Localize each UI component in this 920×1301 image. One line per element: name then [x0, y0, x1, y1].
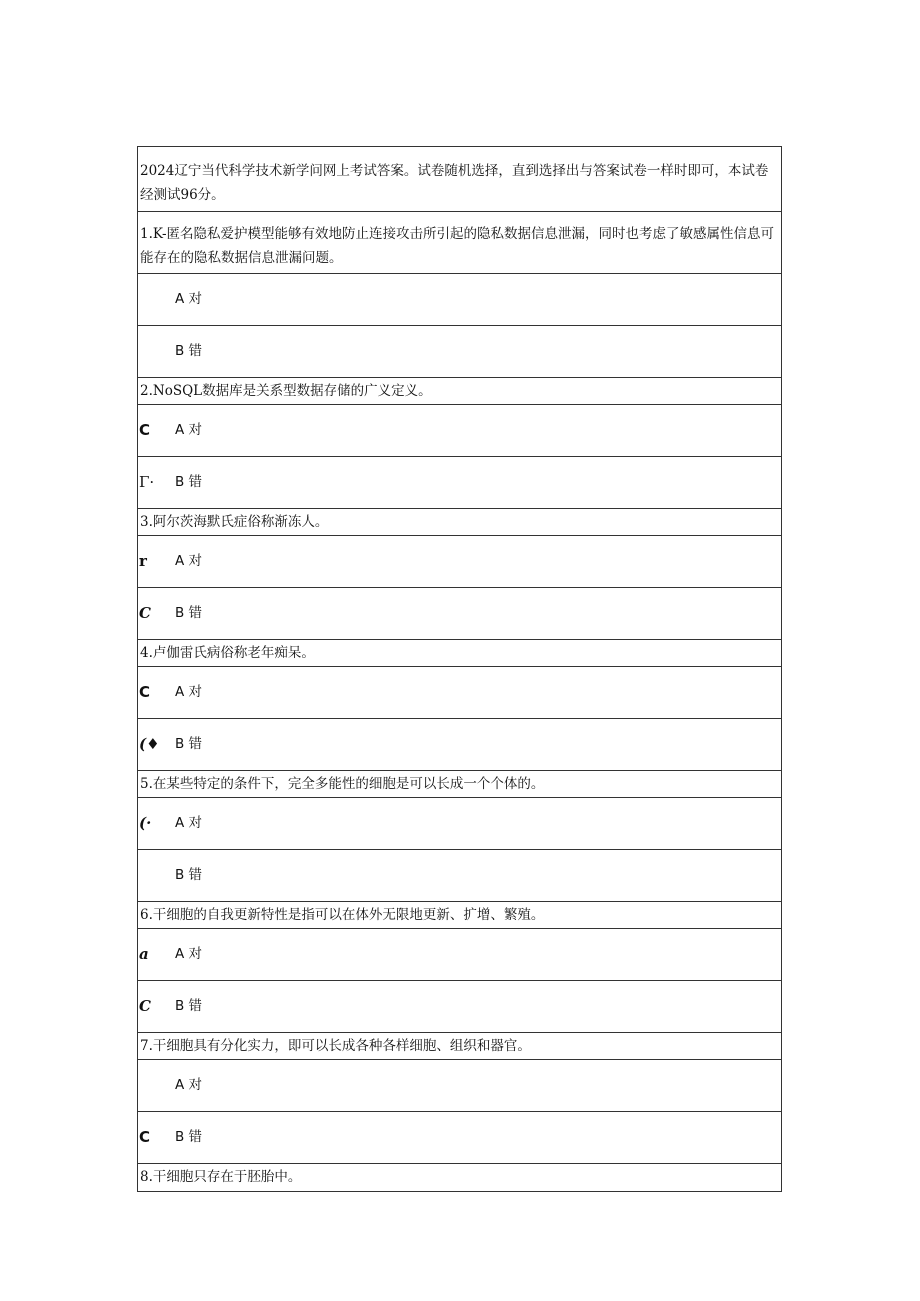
option-row[interactable]	[138, 850, 781, 902]
question-row	[138, 1164, 781, 1191]
question-row	[138, 509, 781, 536]
question-row	[138, 640, 781, 667]
option-mark: (♦	[139, 735, 160, 753]
option-label[interactable]: B 错	[175, 867, 203, 883]
option-mark: r	[139, 552, 147, 570]
option-label[interactable]: A 对	[175, 291, 203, 307]
option-row[interactable]	[138, 274, 781, 326]
option-mark: C	[139, 421, 151, 439]
option-row[interactable]	[138, 1060, 781, 1112]
option-row[interactable]	[138, 929, 781, 981]
option-row[interactable]	[138, 667, 781, 719]
option-mark: C	[139, 604, 151, 622]
option-row[interactable]	[138, 981, 781, 1033]
question-text: 1.K-匿名隐私爱护模型能够有效地防止连接攻击所引起的隐私数据信息泄漏，同时也考虑了敏感属性信息可能存在的隐私数据信息泄漏问题。	[140, 226, 775, 266]
option-mark: a	[139, 945, 149, 963]
question-row	[138, 902, 781, 929]
question-row	[138, 378, 781, 405]
question-text: 4.卢伽雷氏病俗称老年痴呆。	[140, 645, 315, 661]
option-mark: C	[139, 683, 151, 701]
option-label[interactable]: B 错	[175, 736, 203, 752]
option-label[interactable]: B 错	[175, 474, 203, 490]
question-text: 3.阿尔茨海默氏症俗称渐冻人。	[140, 514, 329, 530]
option-label[interactable]: B 错	[175, 605, 203, 621]
option-label[interactable]: A 对	[175, 422, 203, 438]
option-mark: (·	[139, 814, 152, 832]
question-text: 2.NoSQL数据库是关系型数据存储的广义定义。	[140, 383, 432, 399]
option-label[interactable]: A 对	[175, 815, 203, 831]
option-row[interactable]	[138, 457, 781, 509]
question-text: 5.在某些特定的条件下，完全多能性的细胞是可以长成一个个体的。	[140, 776, 545, 792]
question-row	[138, 771, 781, 798]
exam-header	[138, 147, 781, 212]
option-row[interactable]	[138, 405, 781, 457]
question-text: 8.干细胞只存在于胚胎中。	[140, 1169, 302, 1185]
question-text: 6.干细胞的自我更新特性是指可以在体外无限地更新、扩增、繁殖。	[140, 907, 545, 923]
option-label[interactable]: B 错	[175, 998, 203, 1014]
option-mark: Γ·	[139, 473, 155, 491]
exam-header-text: 2024辽宁当代科学技术新学问网上考试答案。试卷随机选择，直到选择出与答案试卷一样时即可，本试卷经测试96分。	[140, 163, 769, 203]
question-text: 7.干细胞具有分化实力，即可以长成各种各样细胞、组织和器官。	[140, 1038, 531, 1054]
option-label[interactable]: A 对	[175, 553, 203, 569]
option-row[interactable]	[138, 798, 781, 850]
option-label[interactable]: B 错	[175, 1129, 203, 1145]
option-row[interactable]	[138, 326, 781, 378]
option-label[interactable]: B 错	[175, 343, 203, 359]
option-mark: C	[139, 1128, 151, 1146]
option-label[interactable]: A 对	[175, 1077, 203, 1093]
option-label[interactable]: A 对	[175, 684, 203, 700]
option-mark: C	[139, 997, 151, 1015]
question-row	[138, 1033, 781, 1060]
option-label[interactable]: A 对	[175, 946, 203, 962]
option-row[interactable]	[138, 588, 781, 640]
question-row	[138, 212, 781, 274]
option-row[interactable]	[138, 1112, 781, 1164]
option-row[interactable]	[138, 719, 781, 771]
option-row[interactable]	[138, 536, 781, 588]
exam-table	[137, 146, 782, 1192]
